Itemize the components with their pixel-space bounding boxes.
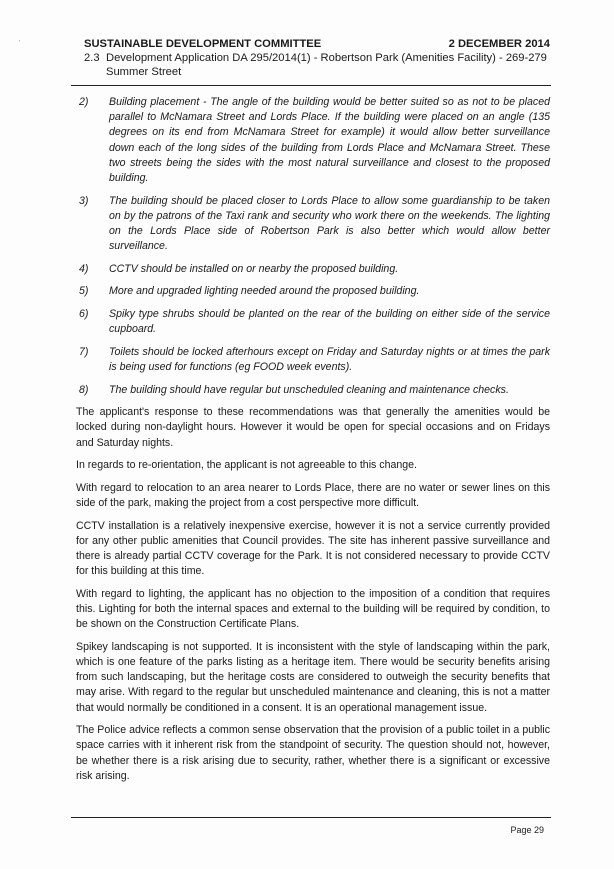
recommendation-item <box>76 262 550 277</box>
footer-divider <box>71 817 551 818</box>
recommendation-number: 6) <box>79 308 89 320</box>
body-paragraph: The applicant's response to these recommendations was that generally the amenities would be locked during non-daylight hours. However it would be open for special occasions and on Fridays and Saturday nights. <box>76 406 550 449</box>
committee-name: SUSTAINABLE DEVELOPMENT COMMITTEE <box>84 38 322 50</box>
recommendation-text: The building should have regular but unscheduled cleaning and maintenance checks. <box>109 383 509 396</box>
recommendation-text: Toilets should be locked afterhours except on Friday and Saturday nights or at times the park is being used for functions (eg FOOD week events). <box>109 345 550 373</box>
margin-mark: ' <box>19 40 21 47</box>
recommendation-text: CCTV should be installed on or nearby the proposed building. <box>109 262 399 275</box>
item-number: 2.3 <box>84 52 100 64</box>
recommendation-number: 3) <box>79 194 89 207</box>
recommendation-number: 5) <box>79 285 89 298</box>
recommendation-item <box>76 95 550 186</box>
recommendation-item <box>76 284 550 299</box>
page-header <box>84 37 550 79</box>
recommendation-text: The building should be placed closer to Lords Place to allow some guardianship to be taken on by the patrons of the Taxi rank and security who work there on the weekends. The lighting on the Lords Place side of Robertson Park is also better which would allow better surveillance. <box>109 194 550 253</box>
recommendation-number: 4) <box>79 262 89 275</box>
item-heading <box>84 51 550 79</box>
recommendation-item <box>76 194 550 255</box>
recommendation-number: 2) <box>79 96 89 108</box>
page-body <box>76 95 550 791</box>
meeting-date: 2 DECEMBER 2014 <box>448 38 550 50</box>
body-paragraph: The Police advice reflects a common sense observation that the provision of a public toilet in a public space carries with it inherent risk from the standpoint of security. The question should not, however, be whether there is a risk arising due to security, rather, whether there is a significant or excessive risk arising. <box>76 724 550 782</box>
header-row <box>84 37 550 51</box>
body-paragraph: With regard to relocation to an area nearer to Lords Place, there are no water or sewer lines on this side of the park, making the project from a cost perspective more difficult. <box>76 481 550 509</box>
recommendation-text: More and upgraded lighting needed around the proposed building. <box>109 285 420 298</box>
body-paragraph: Spikey landscaping is not supported. It is inconsistent with the style of landscaping within the park, which is one feature of the parks listing as a heritage item. There would be security benefits arising from such landscaping, but the heritage costs are considered to outweigh the security benefits that may arise. With regard to the regular but unscheduled maintenance and cleaning, this is not a matter that would normally be conditioned in a consent. It is an operational management issue. <box>76 640 550 714</box>
body-paragraph: CCTV installation is a relatively inexpensive exercise, however it is not a service currently provided for any other public amenities that Council provides. The site has inherent passive surveillance and there is already partial CCTV coverage for the Park. It is not considered necessary to provide CCTV for this building at this time. <box>76 519 550 578</box>
recommendation-number: 7) <box>79 345 89 358</box>
page-number: Page 29 <box>510 825 544 835</box>
body-paragraph: With regard to lighting, the applicant has no objection to the imposition of a condition that requires this. Lighting for both the internal spaces and external to the building will be required by condition, to be shown on the Construction Certificate Plans. <box>76 587 550 631</box>
item-title: Development Application DA 295/2014(1) - Robertson Park (Amenities Facility) - 269-279 Summer Street <box>106 52 547 78</box>
recommendation-item <box>76 307 550 337</box>
header-divider <box>71 85 551 86</box>
recommendation-item <box>76 383 550 398</box>
recommendation-number: 8) <box>79 383 89 396</box>
recommendation-text: Building placement - The angle of the building would be better suited so as not to be placed parallel to McNamara Street and Lords Place. If the building were placed on an angle (135 degrees on its end from McNamara Street for example) it would allow better surveillance down each of the long sides of the building from Lords Place and McNamara Street. These two streets being the sides with the most natural surveillance and closest to the proposed building. <box>109 96 550 185</box>
body-paragraph: In regards to re-orientation, the applicant is not agreeable to this change. <box>76 459 417 472</box>
recommendation-text: Spiky type shrubs should be planted on the rear of the building on either side of the service cupboard. <box>109 308 550 336</box>
recommendation-item <box>76 345 550 375</box>
